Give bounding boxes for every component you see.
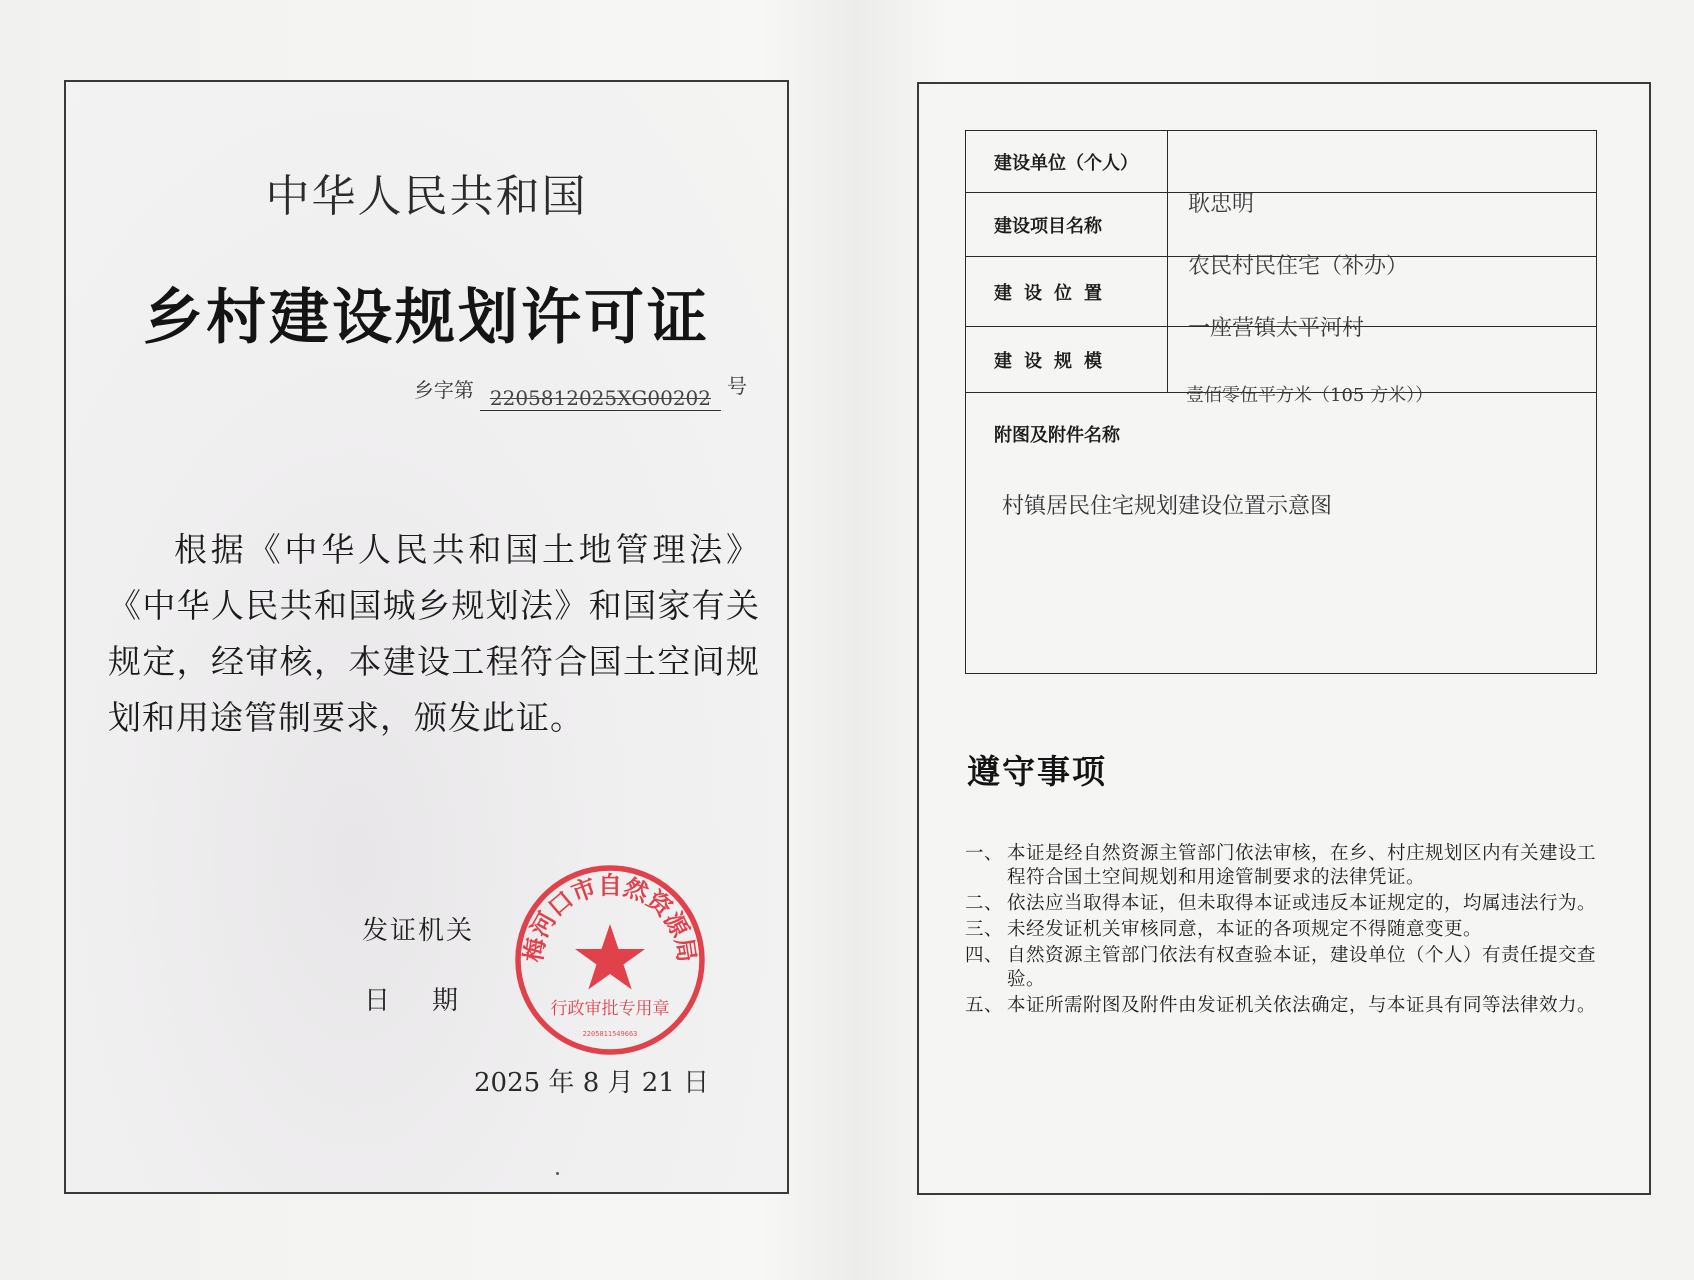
table-row [966, 193, 1596, 257]
certificate-body-text: 根据《中华人民共和国土地管理法》《中华人民共和国城乡规划法》和国家有关规定，经审核，本建设工程符合国土空间规划和用途管制要求，颁发此证。 [108, 530, 760, 737]
list-item-text: 依法应当取得本证，但未取得本证或违反本证规定的，均属违法行为。 [1007, 893, 1597, 914]
list-item [965, 892, 1605, 916]
certificate-title: 乡村建设规划许可证 [143, 283, 710, 353]
table-row-value: 壹佰零伍平方米（105 方米）） [1186, 385, 1434, 406]
table-row-value: 耿忠明 [1188, 192, 1255, 217]
notice-list [965, 842, 1605, 1020]
list-item-text: 本证是经自然资源主管部门依法审核，在乡、村庄规划区内有关建设工程符合国土空间规划和用途管制要求的法律凭证。 [1007, 843, 1597, 888]
notice-title: 遵守事项 [967, 752, 1107, 791]
official-seal-icon [510, 860, 710, 1060]
table-row-label: 建设位置 [966, 257, 1168, 326]
list-item [965, 842, 1605, 890]
project-info-table [965, 130, 1597, 674]
table-row [966, 131, 1596, 193]
date-label: 日期 [364, 986, 501, 1016]
certificate-front-page [64, 80, 789, 1194]
list-item-text: 本证所需附图及附件由发证机关依法确定，与本证具有同等法律效力。 [1007, 995, 1597, 1016]
list-item-index: 一、 [965, 843, 1004, 864]
certificate-number-suffix: 号 [727, 374, 747, 398]
paper-speck [556, 1172, 559, 1175]
issue-date: 2025 年 8 月 21 日 [474, 1068, 710, 1098]
seal-inner-text: 行政审批专用章 [550, 999, 670, 1019]
table-row-label: 建设规模 [966, 327, 1168, 392]
seal-serial: 2205811549663 [582, 1030, 638, 1038]
certificate-number [414, 374, 747, 411]
table-row-value: 一座营镇太平河村 [1188, 316, 1365, 341]
country-heading: 中华人民共和国 [265, 171, 588, 222]
certificate-number-value: 2205812025XG00202 [480, 386, 721, 411]
list-item-text: 自然资源主管部门依法有权查验本证，建设单位（个人）有责任提交查验。 [1007, 945, 1597, 990]
list-item-text: 未经发证机关审核同意，本证的各项规定不得随意变更。 [1007, 919, 1483, 940]
attachments-value: 村镇居民住宅规划建设位置示意图 [1002, 494, 1333, 519]
seal-star-icon [575, 924, 645, 990]
list-item-index: 五、 [965, 995, 1004, 1016]
issuer-label: 发证机关 [362, 916, 475, 946]
list-item [965, 918, 1605, 942]
list-item [965, 994, 1605, 1018]
seal-ring-text: 梅河口市自然资源局 [519, 871, 701, 964]
certificate-details-page [917, 82, 1651, 1195]
list-item-index: 二、 [965, 893, 1004, 914]
certificate-number-prefix: 乡字第 [413, 378, 474, 402]
list-item-index: 四、 [965, 945, 1004, 966]
table-row-value: 农民村民住宅（补办） [1188, 254, 1409, 279]
list-item [965, 944, 1605, 992]
table-row-label: 建设单位（个人） [966, 131, 1168, 192]
table-row-label: 建设项目名称 [966, 193, 1168, 256]
attachments-label: 附图及附件名称 [994, 425, 1120, 446]
list-item-index: 三、 [965, 919, 1004, 940]
